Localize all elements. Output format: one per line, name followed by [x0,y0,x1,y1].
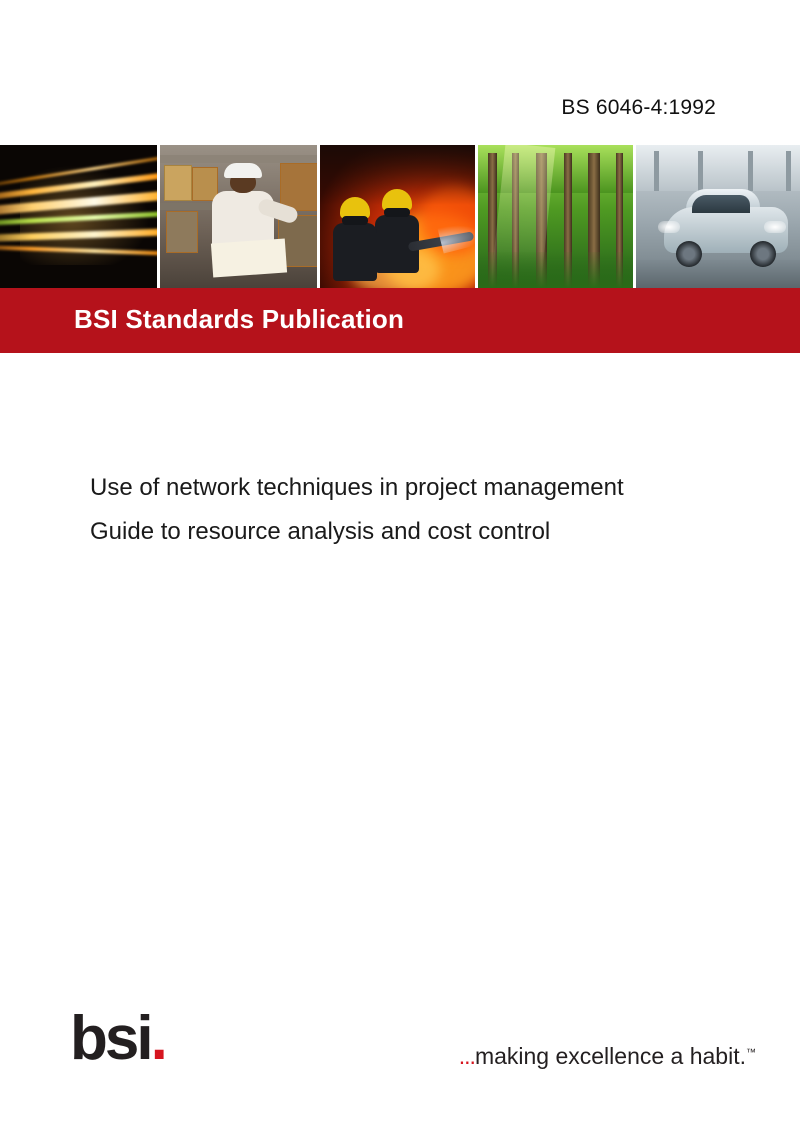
tagline-trademark: ™ [746,1047,756,1059]
tagline-lead: ... [458,1043,475,1069]
bsi-logo [70,1004,165,1073]
car-factory-photo [636,145,800,288]
tagline-text: making excellence a habit. [474,1043,746,1069]
bsi-logo-dot: . [150,1004,165,1073]
title-line-2: Guide to resource analysis and cost control [90,518,551,545]
warehouse-worker-photo [160,145,320,288]
cover-banner [0,145,800,353]
title-line-1: Use of network techniques in project management [90,474,624,501]
banner-label: BSI Standards Publication [74,304,405,334]
firefighters-photo [320,145,478,288]
light-trails-photo [0,145,160,288]
bsi-logo-text: bsi [70,1004,151,1073]
forest-photo [478,145,636,288]
document-title [90,466,800,554]
banner-red-bar [0,288,800,353]
banner-image-strip [0,145,800,288]
standard-number: BS 6046-4:1992 [561,96,716,119]
tagline [459,1043,756,1070]
